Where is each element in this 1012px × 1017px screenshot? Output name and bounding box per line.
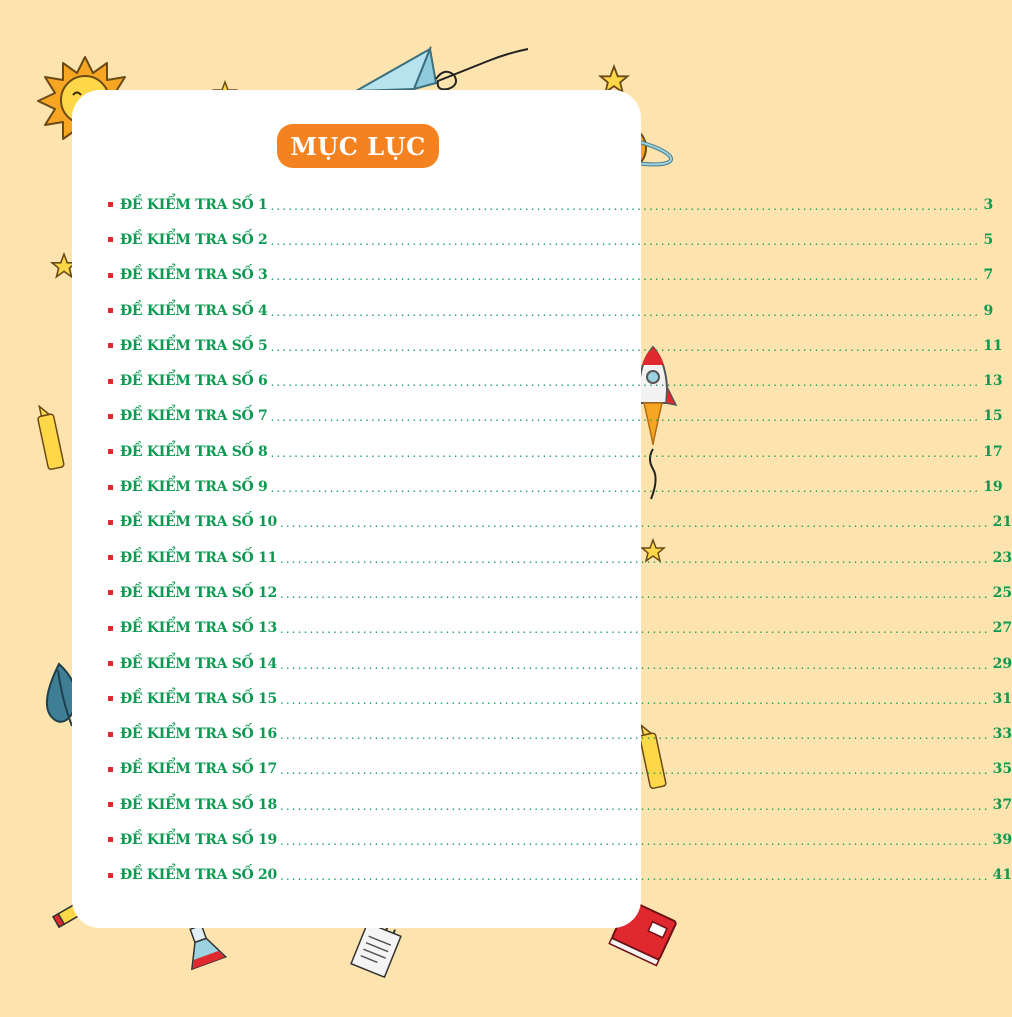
toc-entry[interactable]	[108, 716, 1012, 751]
toc-entry-page: 9	[983, 302, 994, 319]
toc-entry-label: ĐỀ KIỂM TRA SỐ 19	[120, 831, 277, 848]
title-badge	[277, 124, 439, 168]
toc-entry-label: ĐỀ KIỂM TRA SỐ 5	[120, 337, 268, 354]
toc-entry-label: ĐỀ KIỂM TRA SỐ 12	[120, 584, 277, 601]
bullet-icon	[108, 626, 113, 631]
bullet-icon	[108, 379, 113, 384]
dot-leader: ........................................................................................................................	[270, 410, 981, 425]
dot-leader: ........................................................................................................................	[270, 339, 981, 354]
toc-entry-label: ĐỀ KIỂM TRA SỐ 20	[120, 867, 277, 884]
dot-leader: ........................................................................................................................	[279, 798, 990, 813]
table-of-contents	[108, 187, 1012, 893]
dot-leader: ........................................................................................................................	[270, 304, 981, 319]
bullet-icon	[108, 696, 113, 701]
toc-entry-page: 35	[992, 761, 1012, 778]
toc-entry[interactable]	[108, 858, 1012, 893]
dot-leader: ........................................................................................................................	[270, 445, 981, 460]
toc-entry[interactable]	[108, 505, 1012, 540]
toc-entry-page: 37	[992, 796, 1012, 813]
toc-entry[interactable]	[108, 363, 1003, 398]
toc-entry[interactable]	[108, 611, 1012, 646]
bullet-icon	[108, 873, 113, 878]
toc-entry[interactable]	[108, 469, 1003, 504]
dot-leader: ........................................................................................................................	[270, 375, 981, 390]
bullet-icon	[108, 732, 113, 737]
dot-leader: ........................................................................................................................	[279, 622, 990, 637]
toc-entry-label: ĐỀ KIỂM TRA SỐ 8	[120, 443, 268, 460]
toc-entry-page: 27	[992, 620, 1012, 637]
toc-entry-page: 31	[992, 690, 1012, 707]
dot-leader: ........................................................................................................................	[279, 586, 990, 601]
dot-leader: ........................................................................................................................	[270, 481, 981, 496]
toc-entry-label: ĐỀ KIỂM TRA SỐ 2	[120, 231, 268, 248]
toc-entry[interactable]	[108, 787, 1012, 822]
toc-entry-page: 41	[992, 867, 1012, 884]
toc-entry-label: ĐỀ KIỂM TRA SỐ 15	[120, 690, 277, 707]
toc-entry-page: 5	[983, 231, 994, 248]
toc-entry-page: 3	[983, 196, 994, 213]
toc-entry[interactable]	[108, 399, 1003, 434]
toc-entry-page: 23	[992, 549, 1012, 566]
toc-entry-label: ĐỀ KIỂM TRA SỐ 9	[120, 479, 268, 496]
toc-entry-label: ĐỀ KIỂM TRA SỐ 3	[120, 267, 268, 284]
dot-leader: ........................................................................................................................	[279, 728, 990, 743]
toc-entry-label: ĐỀ KIỂM TRA SỐ 16	[120, 726, 277, 743]
toc-entry-label: ĐỀ KIỂM TRA SỐ 7	[120, 408, 268, 425]
flask-icon	[178, 922, 228, 972]
toc-entry-page: 15	[983, 408, 1003, 425]
toc-entry[interactable]	[108, 434, 1003, 469]
bullet-icon	[108, 449, 113, 454]
notepad-icon	[348, 922, 404, 978]
bullet-icon	[108, 520, 113, 525]
toc-entry-page: 17	[983, 443, 1003, 460]
toc-entry-label: ĐỀ KIỂM TRA SỐ 1	[120, 196, 268, 213]
bullet-icon	[108, 308, 113, 313]
toc-entry-page: 11	[983, 337, 1003, 354]
dot-leader: ........................................................................................................................	[279, 763, 990, 778]
bullet-icon	[108, 237, 113, 242]
crayon-icon	[34, 402, 74, 472]
dot-leader: ........................................................................................................................	[279, 516, 990, 531]
toc-entry-page: 19	[983, 479, 1003, 496]
dot-leader: ........................................................................................................................	[270, 198, 981, 213]
toc-entry-page: 13	[983, 373, 1003, 390]
bullet-icon	[108, 837, 113, 842]
toc-entry-label: ĐỀ KIỂM TRA SỐ 13	[120, 620, 277, 637]
toc-entry[interactable]	[108, 222, 994, 257]
toc-entry[interactable]	[108, 328, 1003, 363]
toc-entry-label: ĐỀ KIỂM TRA SỐ 17	[120, 761, 277, 778]
dot-leader: ........................................................................................................................	[279, 551, 990, 566]
toc-entry[interactable]	[108, 752, 1012, 787]
page-title: MỤC LỤC	[290, 131, 426, 161]
toc-entry[interactable]	[108, 540, 1012, 575]
dot-leader: ........................................................................................................................	[270, 233, 981, 248]
toc-entry-label: ĐỀ KIỂM TRA SỐ 14	[120, 655, 277, 672]
bullet-icon	[108, 555, 113, 560]
toc-entry[interactable]	[108, 681, 1012, 716]
toc-entry-page: 21	[992, 514, 1012, 531]
toc-entry[interactable]	[108, 258, 994, 293]
toc-entry-label: ĐỀ KIỂM TRA SỐ 11	[120, 549, 277, 566]
toc-entry[interactable]	[108, 293, 994, 328]
toc-entry-page: 7	[983, 267, 994, 284]
dot-leader: ........................................................................................................................	[279, 869, 990, 884]
dot-leader: ........................................................................................................................	[270, 269, 981, 284]
toc-entry[interactable]	[108, 822, 1012, 857]
toc-entry-page: 25	[992, 584, 1012, 601]
bullet-icon	[108, 485, 113, 490]
toc-entry[interactable]	[108, 187, 994, 222]
dot-leader: ........................................................................................................................	[279, 657, 990, 672]
bullet-icon	[108, 343, 113, 348]
toc-entry-label: ĐỀ KIỂM TRA SỐ 4	[120, 302, 268, 319]
toc-entry[interactable]	[108, 575, 1012, 610]
toc-entry-label: ĐỀ KIỂM TRA SỐ 6	[120, 373, 268, 390]
bullet-icon	[108, 202, 113, 207]
dot-leader: ........................................................................................................................	[279, 692, 990, 707]
bullet-icon	[108, 802, 113, 807]
bullet-icon	[108, 590, 113, 595]
bullet-icon	[108, 414, 113, 419]
toc-entry-label: ĐỀ KIỂM TRA SỐ 10	[120, 514, 277, 531]
bullet-icon	[108, 661, 113, 666]
bullet-icon	[108, 273, 113, 278]
toc-entry[interactable]	[108, 646, 1012, 681]
toc-entry-page: 29	[992, 655, 1012, 672]
toc-entry-label: ĐỀ KIỂM TRA SỐ 18	[120, 796, 277, 813]
bullet-icon	[108, 767, 113, 772]
toc-entry-page: 39	[992, 831, 1012, 848]
toc-entry-page: 33	[992, 726, 1012, 743]
dot-leader: ........................................................................................................................	[279, 833, 990, 848]
